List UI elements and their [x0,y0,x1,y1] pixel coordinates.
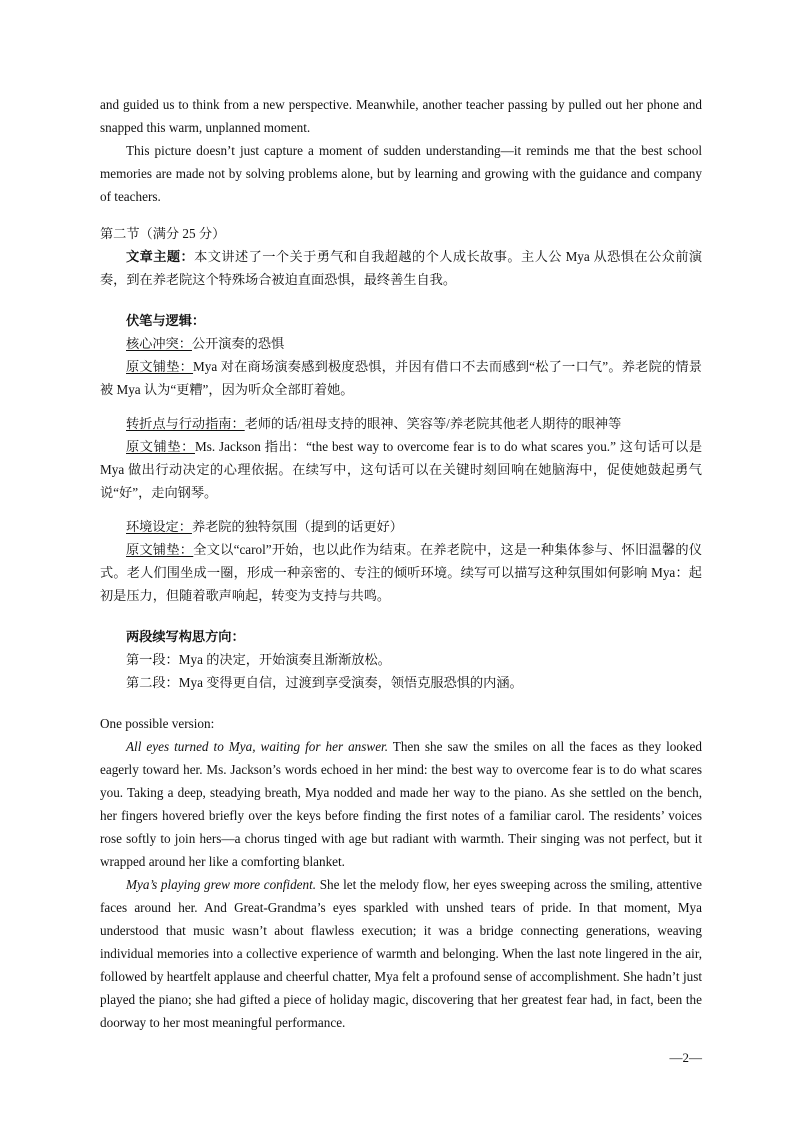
version-label: One possible version: [100,716,215,731]
turn-label: 转折点与行动指南： [126,416,245,431]
plan-title: 两段续写构思方向： [126,629,245,644]
foreshadow-title: 伏笔与逻辑： [126,313,206,328]
conflict-line [100,332,702,355]
env-text: 养老院的独特氛围（提到的话更好） [191,519,403,534]
section-heading: 第二节（满分 25 分） [100,226,226,241]
theme-label: 文章主题： [126,249,195,264]
turn-support-label: 原文铺垫： [126,439,195,454]
conflict-support-text: Mya 对在商场演奏感到极度恐惧，并因有借口不去而感到“松了一口气”。养老院的情景被 Mya 认为“更糟”，因为听众全部盯着她。 [100,359,702,397]
env-line [100,515,702,538]
turn-support [100,435,702,504]
version-p2-lead: Mya’s playing grew more confident. [126,877,317,892]
plan-paragraph-1: 第一段：Mya 的决定，开始演奏且渐渐放松。 [126,652,391,667]
version-paragraph-1 [100,735,702,873]
conflict-label: 核心冲突： [126,336,192,351]
turn-support-text: Ms. Jackson 指出：“the best way to overcome fear is to do what scares you.” 这句话可以是 Mya 做出行动决定的心理依据。在续写中，这句话可以在关键时刻回响在她脑海中，促使她鼓起勇气说“好”，走向钢琴。 [100,439,703,500]
theme-text: 本文讲述了一个关于勇气和自我超越的个人成长故事。主人公 Mya 从恐惧在公众前演奏，到在养老院这个特殊场合被迫直面恐惧，最终善生自我。 [100,249,703,287]
env-support-label: 原文铺垫： [126,542,194,557]
version-p1-lead: All eyes turned to Mya, waiting for her answer. [126,739,389,754]
intro-paragraph-2: This picture doesn’t just capture a moment of sudden understanding—it reminds me that the best school memories are made not by solving problems alone, but by learning and growing with the guidance and company of teachers. [100,143,702,204]
version-p2-body: She let the melody flow, her eyes sweeping across the smiling, attentive faces around her. And Great-Grandma’s eyes sparkled with unshed tears of pride. In that moment, Mya understood that music wasn’t about flawless execution; it was a bridge connecting generations, weaving individual memories into a collective experience of warmth and belonging. When the last note lingered in the air, followed by heartfelt applause and cheerful chatter, Mya felt a profound sense of accomplishment. She hadn’t just played the piano; she had gifted a piece of holiday magic, discovering that her greatest fear had, in fact, been the doorway to her most meaningful performance. [100,877,702,1030]
content-column [100,93,702,1034]
turn-text: 老师的话/祖母支持的眼神、笑容等/养老院其他老人期待的眼神等 [244,416,622,431]
version-paragraph-2 [100,873,702,1034]
theme-paragraph [100,245,702,291]
conflict-support [100,355,702,401]
env-support-text: 全文以“carol”开始，也以此作为结束。在养老院中，这是一种集体参与、怀旧温馨的仪式。老人们围坐成一圈，形成一种亲密的、专注的倾听环境。续写可以描写这种氛围如何影响 Mya：起初是压力，但随着歌声响起，转变为支持与共鸣。 [100,542,703,603]
plan-paragraph-2: 第二段：Mya 变得更自信，过渡到享受演奏，领悟克服恐惧的内涵。 [126,675,523,690]
page-number: —2— [669,1050,702,1065]
turn-line [100,412,702,435]
env-label: 环境设定： [126,519,192,534]
conflict-support-label: 原文铺垫： [126,359,194,374]
conflict-text: 公开演奏的恐惧 [191,336,285,351]
env-support [100,538,702,607]
version-p1-body: Then she saw the smiles on all the faces as they looked eagerly toward her. Ms. Jackson’s words echoed in her mind: the best way to overcome fear is to do what scares you. Taking a deep, steadying breath, Mya nodded and made her way to the piano. As she settled on the bench, her fingers hovered briefly over the keys before finding the first notes of a familiar carol. The residents’ voices rose softly to join hers—a chorus tinged with age but radiant with warmth. Their singing was not perfect, but it wrapped around her like a comforting blanket. [100,739,702,869]
intro-paragraph-1: and guided us to think from a new perspective. Meanwhile, another teacher passing by pulled out her phone and snapped this warm, unplanned moment. [100,97,702,135]
